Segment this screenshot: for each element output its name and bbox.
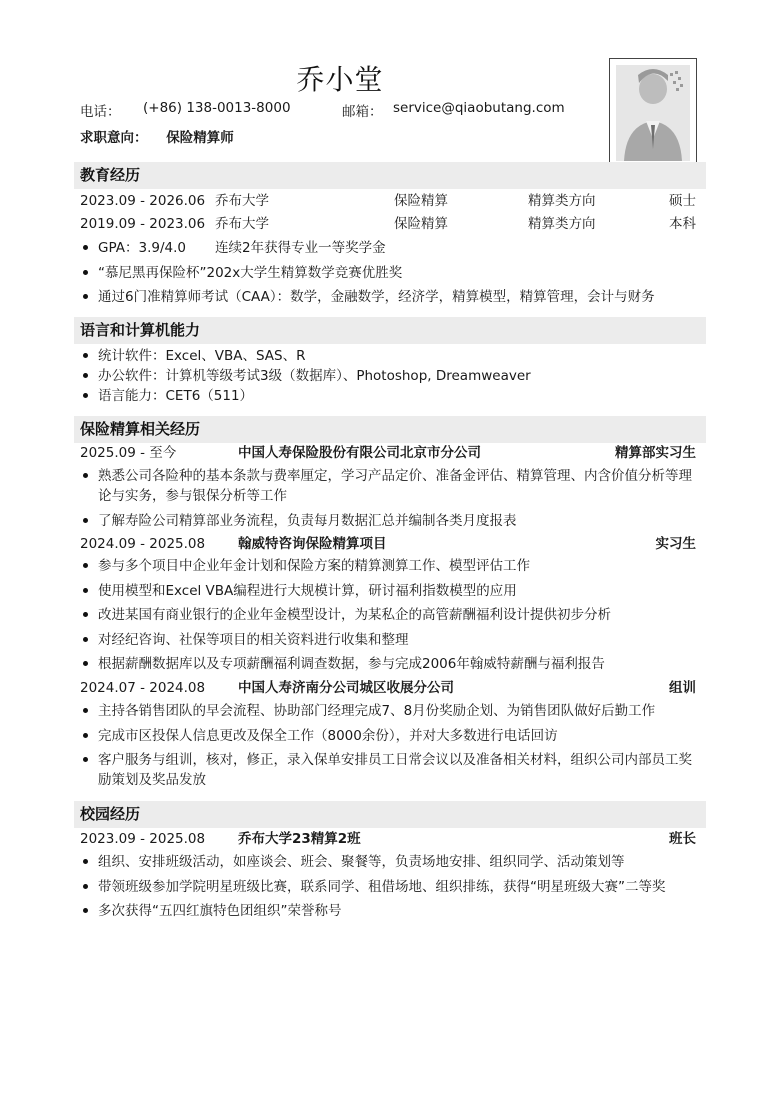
list-item: 主持各销售团队的早会流程、协助部门经理完成7、8月份奖励企划、为销售团队做好后勤工作 <box>80 701 696 721</box>
edu-direction: 精算类方向 <box>528 193 596 209</box>
scholarship-text: 连续2年获得专业一等奖学金 <box>215 240 386 256</box>
list-item: 客户服务与组训，核对，修正，录入保单安排员工日常会议以及准备相关材料，组织公司内部员工奖励策划及奖品发放 <box>80 750 696 790</box>
list-item: 完成市区投保人信息更改及保全工作（8000余份），并对大多数进行电话回访 <box>80 726 696 746</box>
job-date: 2024.09 - 2025.08 <box>80 536 206 552</box>
list-item: 根据薪酬数据库以及专项薪酬福利调查数据，参与完成2006年翰威特薪酬与福利报告 <box>80 654 696 674</box>
list-item: 统计软件：Excel、VBA、SAS、R <box>80 346 696 366</box>
list-item: 改进某国有商业银行的企业年金模型设计，为某私企的高管薪酬福利设计提供初步分析 <box>80 605 696 625</box>
section-education: 教育经历 <box>74 162 706 189</box>
edu-degree: 本科 <box>669 216 696 232</box>
gpa-text: GPA：3.9/4.0 <box>98 240 186 256</box>
email-value: service@qiaobutang.com <box>393 100 565 116</box>
education-row <box>80 214 696 234</box>
campus-role: 班长 <box>669 831 696 847</box>
job-header <box>80 443 696 463</box>
list-item: 通过6门准精算师考试（CAA）：数学，金融数学，经济学，精算模型，精算管理，会计与财务 <box>80 287 696 307</box>
job-bullets <box>80 556 696 679</box>
edu-date: 2023.09 - 2026.06 <box>80 193 206 209</box>
edu-major: 保险精算 <box>394 193 448 209</box>
job-bullets <box>80 466 696 535</box>
education-row <box>80 191 696 211</box>
edu-direction: 精算类方向 <box>528 216 596 232</box>
job-intent-label: 求职意向： <box>80 130 148 146</box>
job-bullets <box>80 701 696 795</box>
section-experience: 保险精算相关经历 <box>74 416 706 443</box>
list-item: “慕尼黑再保险杯”202x大学生精算数学竞赛优胜奖 <box>80 263 696 283</box>
list-item: 办公软件：计算机等级考试3级（数据库）、Photoshop, Dreamweaver <box>80 366 696 386</box>
edu-school: 乔布大学 <box>215 216 269 232</box>
edu-school: 乔布大学 <box>215 193 269 209</box>
email-label: 邮箱： <box>342 104 383 120</box>
list-item: 了解寿险公司精算部业务流程，负责每月数据汇总并编制各类月度报表 <box>80 511 696 531</box>
edu-degree: 硕士 <box>669 193 696 209</box>
list-item: 参与多个项目中企业年金计划和保险方案的精算测算工作、模型评估工作 <box>80 556 696 576</box>
edu-major: 保险精算 <box>394 216 448 232</box>
job-intent <box>80 126 234 146</box>
campus-header <box>80 829 696 849</box>
job-header <box>80 678 696 698</box>
phone-value: (+86) 138-0013-8000 <box>143 100 291 116</box>
list-item: 带领班级参加学院明星班级比赛，联系同学、租借场地、组织排练，获得“明星班级大赛”二等奖 <box>80 877 696 897</box>
job-role: 实习生 <box>655 536 696 552</box>
job-date: 2025.09 - 至今 <box>80 445 177 461</box>
list-item: 使用模型和Excel VBA编程进行大规模计算，研讨福利指数模型的应用 <box>80 581 696 601</box>
list-item: 对经纪咨询、社保等项目的相关资料进行收集和整理 <box>80 630 696 650</box>
list-item: 语言能力：CET6（511） <box>80 386 696 406</box>
job-role: 精算部实习生 <box>615 445 696 461</box>
edu-date: 2019.09 - 2023.06 <box>80 216 206 232</box>
list-item <box>80 238 696 258</box>
phone-label: 电话： <box>80 104 121 120</box>
campus-org: 乔布大学23精算2班 <box>238 831 361 847</box>
list-item: 熟悉公司各险种的基本条款与费率厘定，学习产品定价、准备金评估、精算管理、内含价值分析等理论与实务，参与银保分析等工作 <box>80 466 696 506</box>
candidate-name: 乔小堂 <box>296 63 384 96</box>
campus-bullets <box>80 852 696 926</box>
job-intent-value: 保险精算师 <box>166 130 234 146</box>
job-org: 翰威特咨询保险精算项目 <box>238 536 387 552</box>
job-header <box>80 534 696 554</box>
list-item: 多次获得“五四红旗特色团组织”荣誉称号 <box>80 901 696 921</box>
job-date: 2024.07 - 2024.08 <box>80 680 206 696</box>
education-highlights <box>80 238 696 312</box>
section-campus: 校园经历 <box>74 801 706 828</box>
list-item: 组织、安排班级活动，如座谈会、班会、聚餐等，负责场地安排、组织同学、活动策划等 <box>80 852 696 872</box>
job-role: 组训 <box>669 680 696 696</box>
skills-list <box>80 346 696 406</box>
job-org: 中国人寿保险股份有限公司北京市分公司 <box>238 445 481 461</box>
section-skills: 语言和计算机能力 <box>74 317 706 344</box>
campus-date: 2023.09 - 2025.08 <box>80 831 206 847</box>
job-org: 中国人寿济南分公司城区收展分公司 <box>238 680 454 696</box>
